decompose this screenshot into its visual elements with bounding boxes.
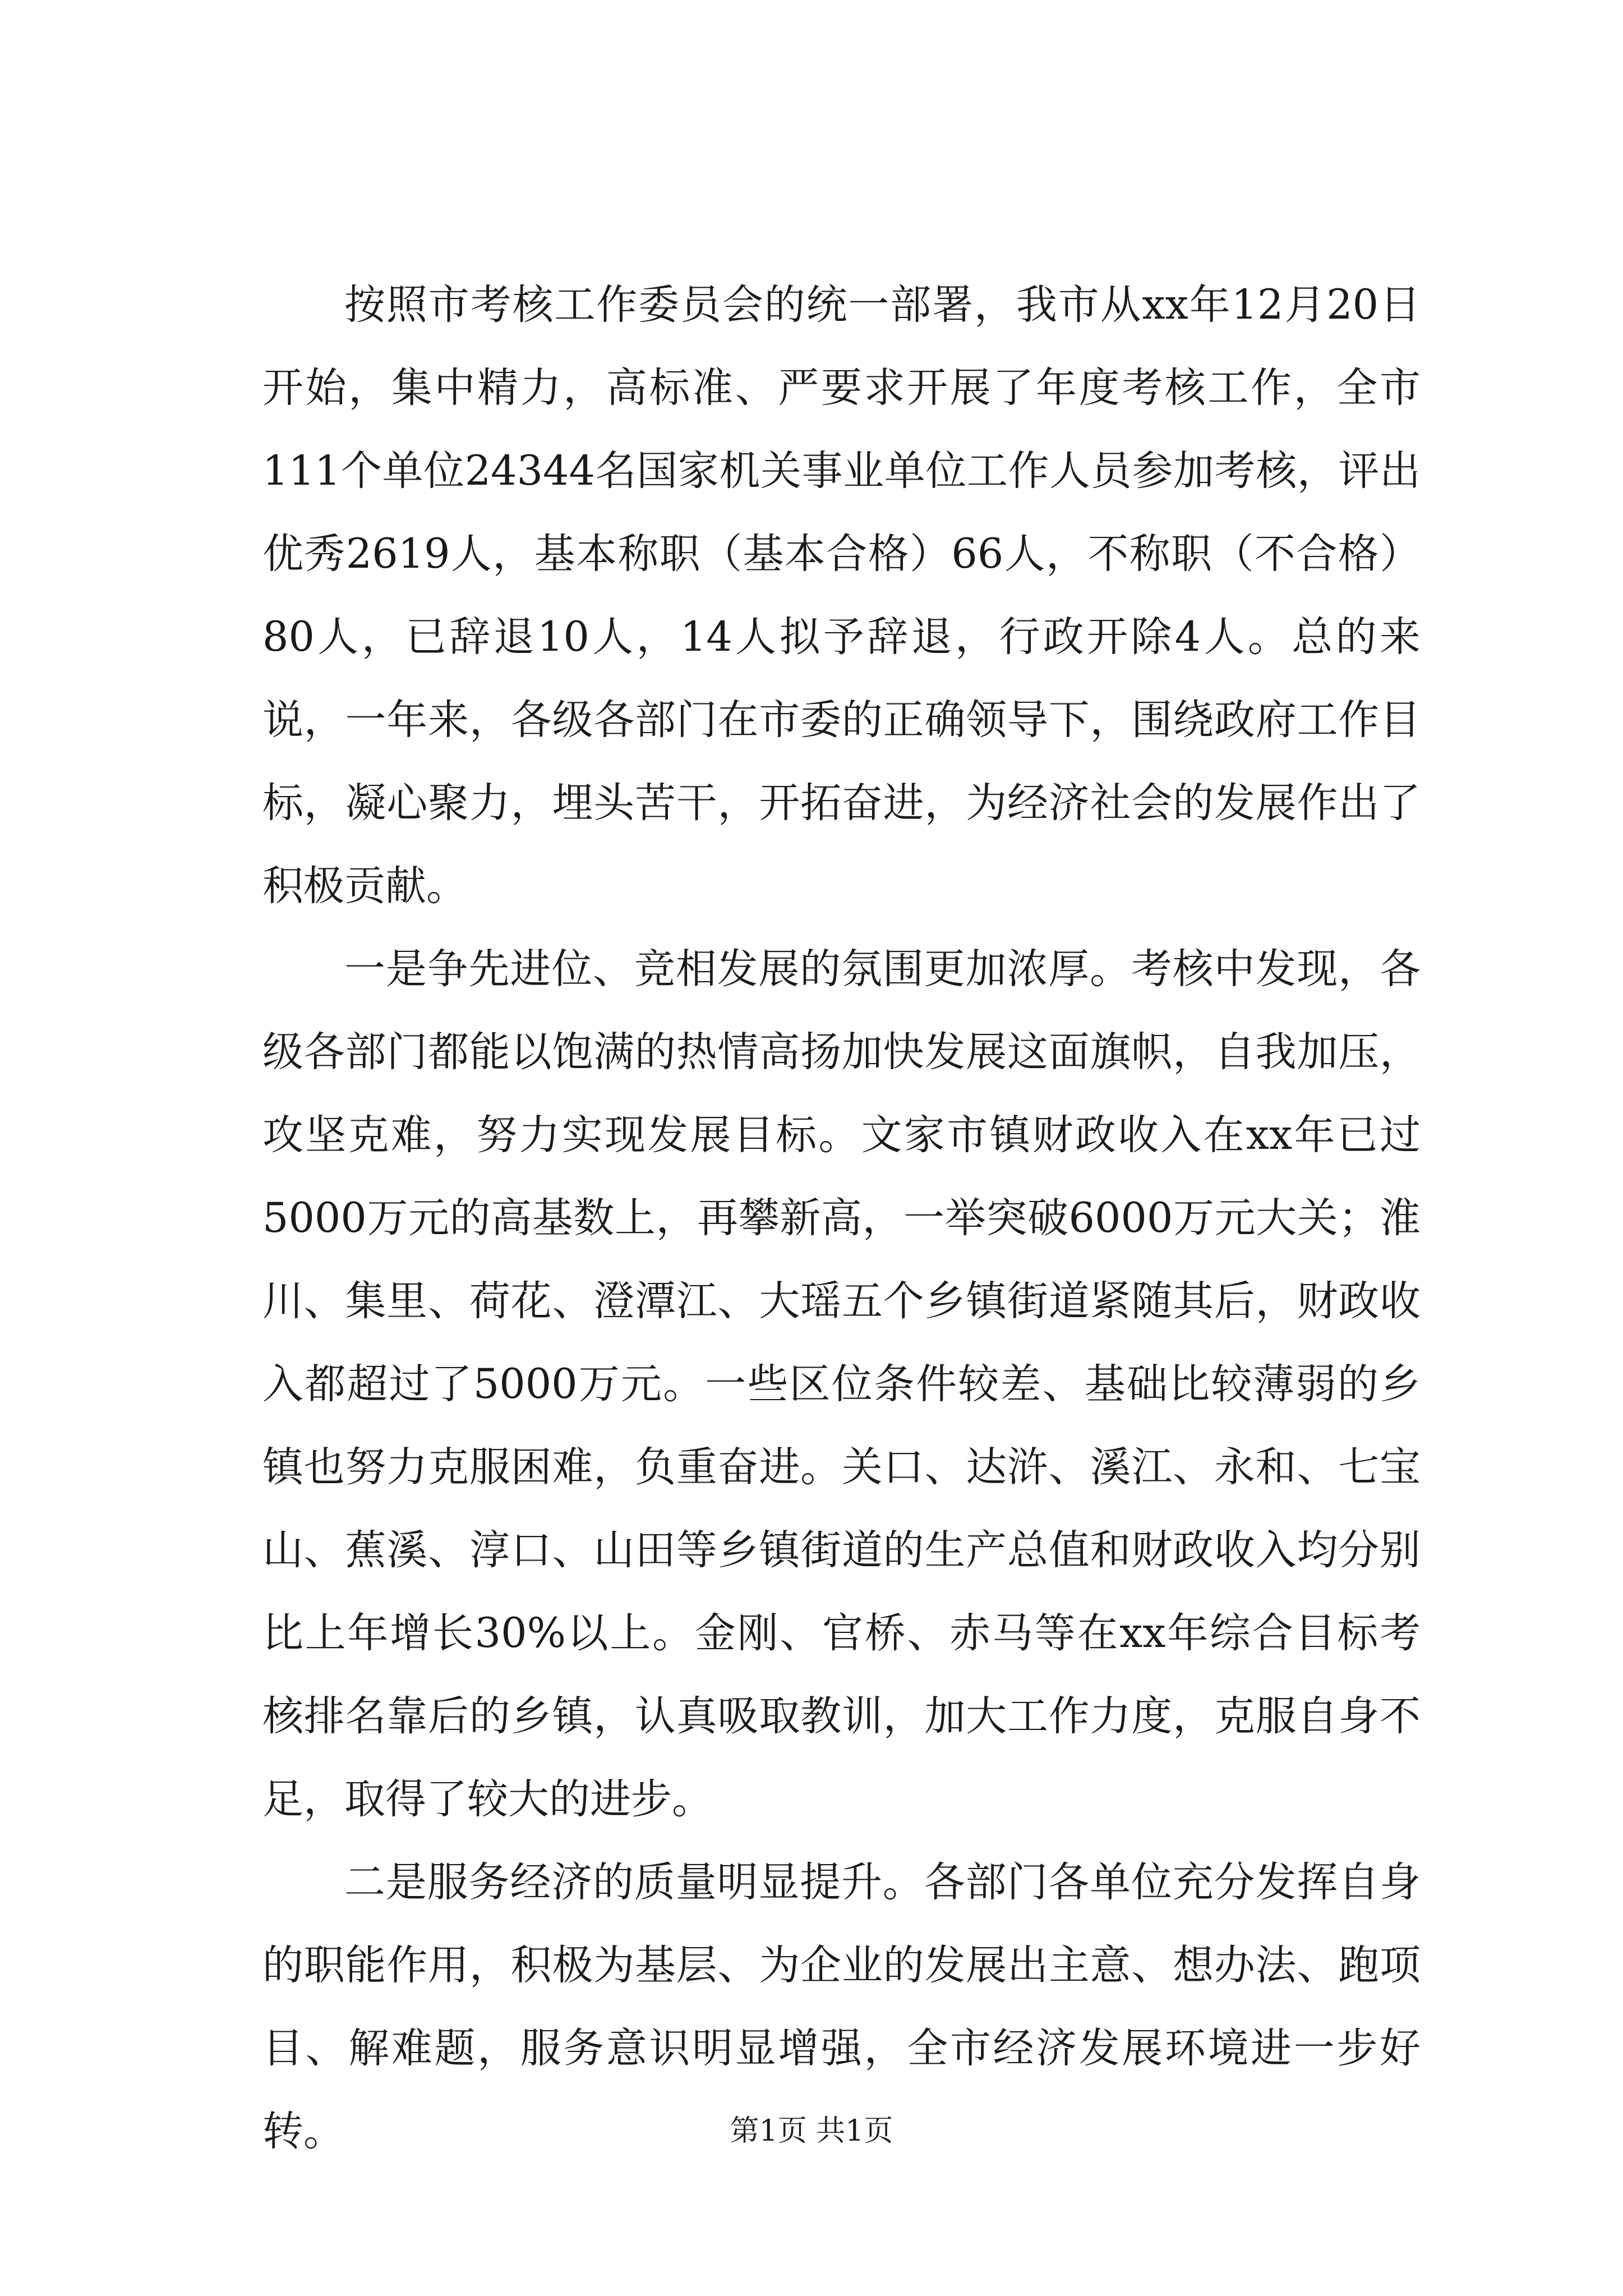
page-footer: 第1页 共1页: [730, 2114, 893, 2148]
document-body: [262, 264, 1421, 2173]
paragraph-point-one: 一是争先进位、竞相发展的氛围更加浓厚。考核中发现，各级各部门都能以饱满的热情高扬加快发展这面旗帜，自我加压，攻坚克难，努力实现发展目标。文家市镇财政收入在xx年已过5000万元的高基数上，再攀新高，一举突破6000万元大关；淮川、集里、荷花、澄潭江、大瑶五个乡镇街道紧随其后，财政收入都超过了5000万元。一些区位条件较差、基础比较薄弱的乡镇也努力克服困难，负重奋进。关口、达浒、溪江、永和、七宝山、蕉溪、淳口、山田等乡镇街道的生产总值和财政收入均分别比上年增长30%以上。金刚、官桥、赤马等在xx年综合目标考核排名靠后的乡镇，认真吸取教训，加大工作力度，克服自身不足，取得了较大的进步。: [262, 945, 1421, 1823]
paragraph-intro: 按照市考核工作委员会的统一部署，我市从xx年12月20日开始，集中精力，高标准、严要求开展了年度考核工作，全市111个单位24344名国家机关事业单位工作人员参加考核，评出优秀2619人，基本称职（基本合格）66人，不称职（不合格）80人，已辞退10人，14人拟予辞退，行政开除4人。总的来说，一年来，各级各部门在市委的正确领导下，围绕政府工作目标，凝心聚力，埋头苦干，开拓奋进，为经济社会的发展作出了积极贡献。: [262, 281, 1421, 910]
paragraph-point-two: 二是服务经济的质量明显提升。各部门各单位充分发挥自身的职能作用，积极为基层、为企业的发展出主意、想办法、跑项目、解难题，服务意识明显增强，全市经济发展环境进一步好转。: [262, 1858, 1421, 2155]
